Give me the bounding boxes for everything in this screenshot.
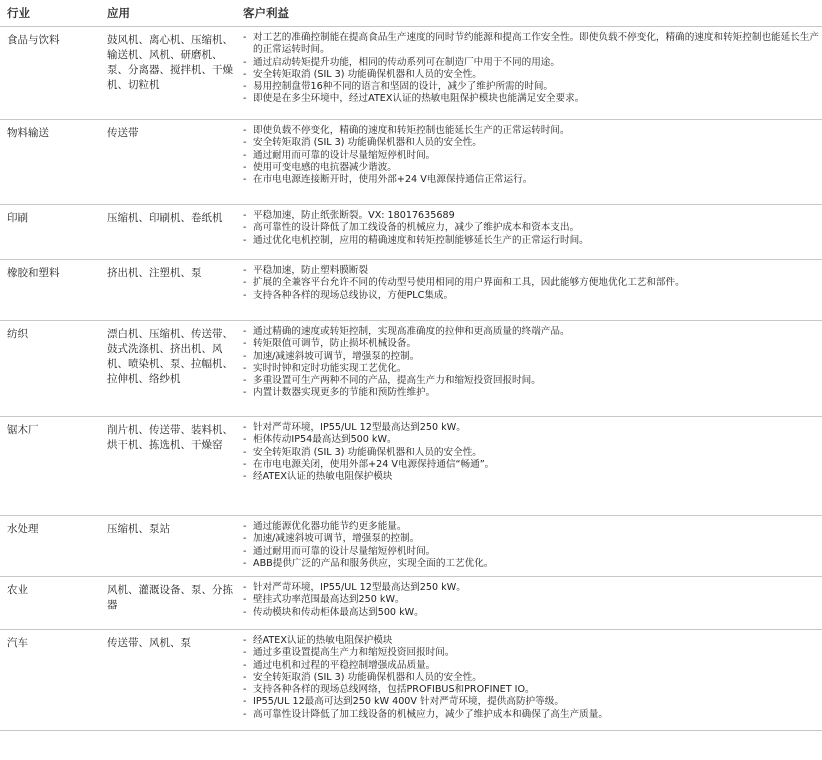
table-row	[0, 260, 822, 321]
benefit-item: - 针对严苛环境，IP55/UL 12型最高达到250 kW。	[243, 582, 822, 594]
table-body	[0, 27, 822, 731]
benefits-cell	[243, 205, 822, 259]
benefits-list	[243, 422, 822, 483]
benefit-item: - 通过耐用而可靠的设计尽量缩短停机时间。	[243, 546, 822, 558]
header-industry: 行业	[7, 6, 30, 20]
table-row	[0, 630, 822, 731]
benefit-item: - 通过精确的速度或转矩控制，实现高准确度的拉伸和更高质量的终端产品。	[243, 326, 822, 338]
benefits-cell	[243, 630, 822, 730]
benefit-item: - ABB提供广泛的产品和服务供应，实现全面的工艺优化。	[243, 558, 822, 570]
benefits-list	[243, 265, 822, 302]
table-header	[0, 0, 822, 27]
benefits-list	[243, 635, 822, 721]
benefits-list	[243, 32, 822, 106]
benefit-item: - 针对严苛环境，IP55/UL 12型最高达到250 kW。	[243, 422, 822, 434]
benefits-cell	[243, 577, 822, 629]
benefit-item: - 实时时钟和定时功能实现工艺优化。	[243, 363, 822, 375]
application-cell: 压缩机、印刷机、卷纸机	[107, 212, 223, 224]
application-cell: 漂白机、压缩机、传送带、鼓式洗涤机、挤出机、风机、喷染机、泵、拉幅机、拉伸机、络纱机	[107, 328, 233, 385]
benefit-item: - 支持各种各样的现场总线协议，方便PLC集成。	[243, 290, 822, 302]
benefit-item: - 易用控制盘带16种不同的语言和坚固的设计，减少了维护所需的时间。	[243, 81, 822, 93]
industry-cell: 纺织	[7, 328, 28, 340]
benefits-list	[243, 326, 822, 400]
table-row	[0, 577, 822, 630]
benefit-item: - 柜体传动IP54最高达到500 kW。	[243, 434, 822, 446]
application-cell: 挤出机、注塑机、泵	[107, 267, 202, 279]
benefit-item: - 内置计数器实现更多的节能和预防性维护。	[243, 387, 822, 399]
benefits-list	[243, 521, 822, 570]
benefits-cell	[243, 417, 822, 515]
table-row	[0, 516, 822, 577]
benefits-cell	[243, 27, 822, 119]
benefits-cell	[243, 260, 822, 320]
industry-cell: 汽车	[7, 637, 28, 649]
header-application: 应用	[107, 6, 130, 20]
benefits-cell	[243, 516, 822, 576]
header-benefits: 客户利益	[243, 6, 289, 20]
benefits-list	[243, 125, 822, 186]
benefit-item: - 加速/减速斜坡可调节，增强泵的控制。	[243, 533, 822, 545]
benefit-item: - 安全转矩取消 (SIL 3) 功能确保机器和人员的安全性。	[243, 672, 822, 684]
table-row	[0, 321, 822, 417]
benefits-list	[243, 582, 822, 619]
industry-cell: 物料输送	[7, 127, 49, 139]
table-row	[0, 417, 822, 516]
benefit-item: - 通过能源优化器功能节约更多能量。	[243, 521, 822, 533]
benefit-item: - 通过耐用而可靠的设计尽量缩短停机时间。	[243, 150, 822, 162]
benefit-item: - 即使是在多尘环境中，经过ATEX认证的热敏电阻保护模块也能满足安全要求。	[243, 93, 822, 105]
benefit-item: - 壁挂式功率范围最高达到250 kW。	[243, 594, 822, 606]
benefit-item: - 使用可变电感的电抗器减少谐波。	[243, 162, 822, 174]
industry-cell: 水处理	[7, 523, 39, 535]
benefit-item: - 在市电电源关闭，使用外部+24 V电源保持通信“畅通”。	[243, 459, 822, 471]
benefit-item: - 安全转矩取消 (SIL 3) 功能确保机器和人员的安全性。	[243, 69, 822, 81]
benefit-item: - 经ATEX认证的热敏电阻保护模块	[243, 471, 822, 483]
benefit-item: - 转矩限值可调节，防止损坏机械设备。	[243, 338, 822, 350]
benefit-item: - 平稳加速，防止纸张断裂。VX: 18017635689	[243, 210, 822, 222]
benefit-item: - 安全转矩取消 (SIL 3) 功能确保机器和人员的安全性。	[243, 137, 822, 149]
application-cell: 传送带、风机、泵	[107, 637, 191, 649]
application-cell: 传送带	[107, 127, 139, 139]
benefit-item: - 在市电电源连接断开时，使用外部+24 V电源保持通信正常运行。	[243, 174, 822, 186]
benefit-item: - 通过多重设置提高生产力和缩短投资回报时间。	[243, 647, 822, 659]
benefit-item: - 多重设置可生产两种不同的产品，提高生产力和缩短投资回报时间。	[243, 375, 822, 387]
benefits-list	[243, 210, 822, 247]
table-row	[0, 27, 822, 120]
table-row	[0, 205, 822, 260]
industry-cell: 食品与饮料	[7, 34, 60, 46]
table-row	[0, 120, 822, 205]
benefit-item: - 经ATEX认证的热敏电阻保护模块	[243, 635, 822, 647]
benefit-item: - 支持各种各样的现场总线网络，包括PROFIBUS和PROFINET IO。	[243, 684, 822, 696]
application-cell: 风机、灌溉设备、泵、分拣器	[107, 584, 233, 611]
benefits-cell	[243, 120, 822, 204]
industry-cell: 锯木厂	[7, 424, 39, 436]
industry-cell: 农业	[7, 584, 28, 596]
industry-cell: 印刷	[7, 212, 28, 224]
benefits-cell	[243, 321, 822, 416]
benefit-item: - 平稳加速，防止塑料膜断裂	[243, 265, 822, 277]
industry-cell: 橡胶和塑料	[7, 267, 60, 279]
benefit-item: - 传动模块和传动柜体最高达到500 kW。	[243, 607, 822, 619]
application-cell: 鼓风机、离心机、压缩机、输送机、风机、研磨机、泵、分离器、搅拌机、干燥机、切粒机	[107, 34, 233, 91]
benefit-item: - 对工艺的准确控制能在提高食品生产速度的同时节约能源和提高工作安全性。即使负载不停变化，精确的速度和转矩控制也能延长生产的正常运转时间。	[243, 32, 822, 57]
benefit-item: - 安全转矩取消 (SIL 3) 功能确保机器和人员的安全性。	[243, 447, 822, 459]
application-cell: 削片机、传送带、装料机、烘干机、拣选机、干燥窑	[107, 424, 233, 451]
benefit-item: - 加速/减速斜坡可调节，增强泵的控制。	[243, 351, 822, 363]
benefit-item: - 高可靠性设计降低了加工线设备的机械应力，减少了维护成本和确保了高生产质量。	[243, 709, 822, 721]
application-cell: 压缩机、泵站	[107, 523, 170, 535]
benefit-item: - 即使负载不停变化，精确的速度和转矩控制也能延长生产的正常运转时间。	[243, 125, 822, 137]
benefit-item: - 通过启动转矩提升功能，相同的传动系列可在制造厂中用于不同的用途。	[243, 57, 822, 69]
benefit-item: - IP55/UL 12最高可达到250 kW 400V 针对严苛环境，提供高防护等级。	[243, 696, 822, 708]
benefit-item: - 通过电机和过程的平稳控制增强成品质量。	[243, 660, 822, 672]
benefit-item: - 高可靠性的设计降低了加工线设备的机械应力，减少了维护成本和资本支出。	[243, 222, 822, 234]
benefit-item: - 扩展的全兼容平台允许不同的传动型号使用相同的用户界面和工具，因此能够方便地优化工艺和部件。	[243, 277, 822, 289]
benefit-item: - 通过优化电机控制，应用的精确速度和转矩控制能够延长生产的正常运行时间。	[243, 235, 822, 247]
